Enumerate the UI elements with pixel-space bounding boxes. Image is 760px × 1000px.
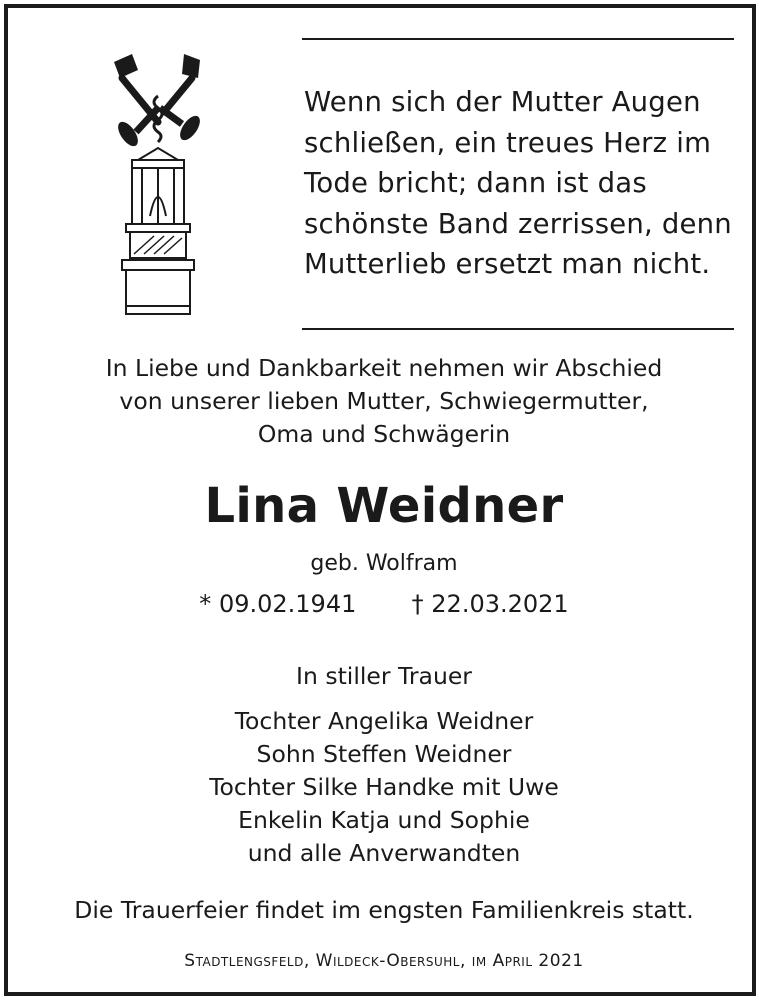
intro-line: In Liebe und Dankbarkeit nehmen wir Abschied <box>105 354 663 382</box>
birth-symbol: * <box>199 590 212 618</box>
poem-line: Tode bricht; dann ist das <box>304 167 647 199</box>
miners-lamp-icon <box>108 48 208 318</box>
death-cross-icon: † <box>411 590 424 618</box>
mourner-line: Tochter Angelika Weidner <box>234 707 534 735</box>
life-dates <box>8 588 760 620</box>
mourner-line: und alle Anverwandten <box>247 839 521 867</box>
crossed-hammers-icon <box>114 54 204 149</box>
obituary-frame <box>4 4 756 996</box>
mourning-heading: In stiller Trauer <box>296 662 472 690</box>
mourner-line: Tochter Silke Handke mit Uwe <box>209 773 559 801</box>
bottom-divider <box>302 328 734 330</box>
mourners-list <box>8 705 760 870</box>
poem-line: Mutterlieb ersetzt man nicht. <box>304 248 711 280</box>
deceased-name: Lina Weidner <box>204 478 564 534</box>
maiden-name: geb. Wolfram <box>310 551 458 576</box>
poem <box>304 82 744 285</box>
mourner-line: Sohn Steffen Weidner <box>256 740 512 768</box>
death-date: 22.03.2021 <box>431 590 569 618</box>
poem-line: schließen, ein treues Herz im <box>304 126 712 159</box>
poem-line: Wenn sich der Mutter Augen <box>304 86 701 118</box>
mourner-line: Enkelin Katja und Sophie <box>238 806 530 834</box>
farewell-intro <box>8 352 760 451</box>
intro-line: von unserer lieben Mutter, Schwiegermutter, <box>119 387 649 415</box>
top-divider <box>302 38 734 40</box>
birth-date: 09.02.1941 <box>218 590 357 618</box>
funeral-notice: Die Trauerfeier findet im engsten Familienkreis statt. <box>74 896 694 924</box>
poem-line: schönste Band zerrissen, denn <box>304 207 732 240</box>
intro-line: Oma und Schwägerin <box>257 420 511 448</box>
place-and-date: Stadtlengsfeld, Wildeck-Obersuhl, im April 2021 <box>184 951 584 971</box>
